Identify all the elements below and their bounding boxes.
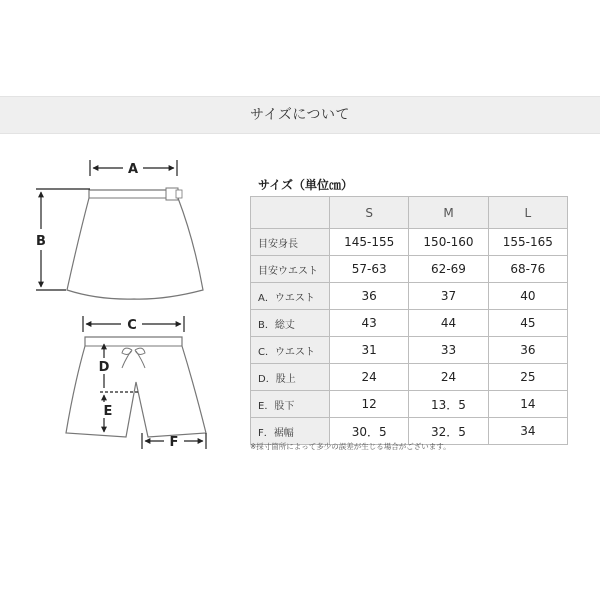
cell-value: 37 — [409, 283, 488, 310]
row-label: E．股下 — [251, 391, 330, 418]
cell-value: 14 — [488, 391, 567, 418]
cell-value: 150-160 — [409, 229, 488, 256]
label-c: C — [127, 318, 137, 333]
cell-value: 68-76 — [488, 256, 567, 283]
label-a: A — [127, 162, 139, 177]
cell-value: 145-155 — [330, 229, 409, 256]
cell-value: 43 — [330, 310, 409, 337]
skirt-illustration — [67, 188, 203, 299]
label-b: B — [36, 234, 46, 249]
table-row — [251, 256, 568, 283]
table-row — [251, 283, 568, 310]
cell-value: 36 — [488, 337, 567, 364]
cell-value: 24 — [330, 364, 409, 391]
row-label: 目安ウエスト — [251, 256, 330, 283]
dimension-c — [83, 316, 184, 333]
measurement-diagram — [0, 0, 250, 600]
shorts-illustration — [66, 337, 206, 437]
cell-value: 36 — [330, 283, 409, 310]
cell-value: 155-165 — [488, 229, 567, 256]
cell-value: 31 — [330, 337, 409, 364]
cell-value: 45 — [488, 310, 567, 337]
label-e: E — [103, 404, 113, 419]
label-f: F — [169, 435, 179, 450]
cell-value: 12 — [330, 391, 409, 418]
row-label: 目安身長 — [251, 229, 330, 256]
size-table — [250, 196, 568, 445]
cell-value: 32．5 — [409, 418, 488, 445]
row-label: D．股上 — [251, 364, 330, 391]
cell-value: 33 — [409, 337, 488, 364]
cell-value: 13．5 — [409, 391, 488, 418]
size-table-heading: サイズ（単位㎝） — [258, 178, 354, 192]
row-label: F．裾幅 — [251, 418, 330, 445]
cell-value: 24 — [409, 364, 488, 391]
label-d: D — [98, 360, 110, 375]
column-header-s: S — [330, 197, 409, 229]
cell-value: 62-69 — [409, 256, 488, 283]
dimension-a — [90, 160, 177, 177]
table-row — [251, 364, 568, 391]
cell-value: 34 — [488, 418, 567, 445]
footnote: ※採寸箇所によって多少の誤差が生じる場合がございます。 — [250, 442, 451, 451]
cell-value: 44 — [409, 310, 488, 337]
size-table-header-row — [251, 197, 568, 229]
table-row — [251, 310, 568, 337]
page-title: サイズについて — [249, 107, 351, 123]
table-row — [251, 337, 568, 364]
row-label: B．総丈 — [251, 310, 330, 337]
column-header-m: M — [409, 197, 488, 229]
row-label: A．ウエスト — [251, 283, 330, 310]
cell-value: 57-63 — [330, 256, 409, 283]
cell-value: 25 — [488, 364, 567, 391]
column-header-l: L — [488, 197, 567, 229]
cell-value: 40 — [488, 283, 567, 310]
table-corner-cell — [251, 197, 330, 229]
row-label: C．ウエスト — [251, 337, 330, 364]
table-row — [251, 391, 568, 418]
cell-value: 30．5 — [330, 418, 409, 445]
table-row — [251, 229, 568, 256]
